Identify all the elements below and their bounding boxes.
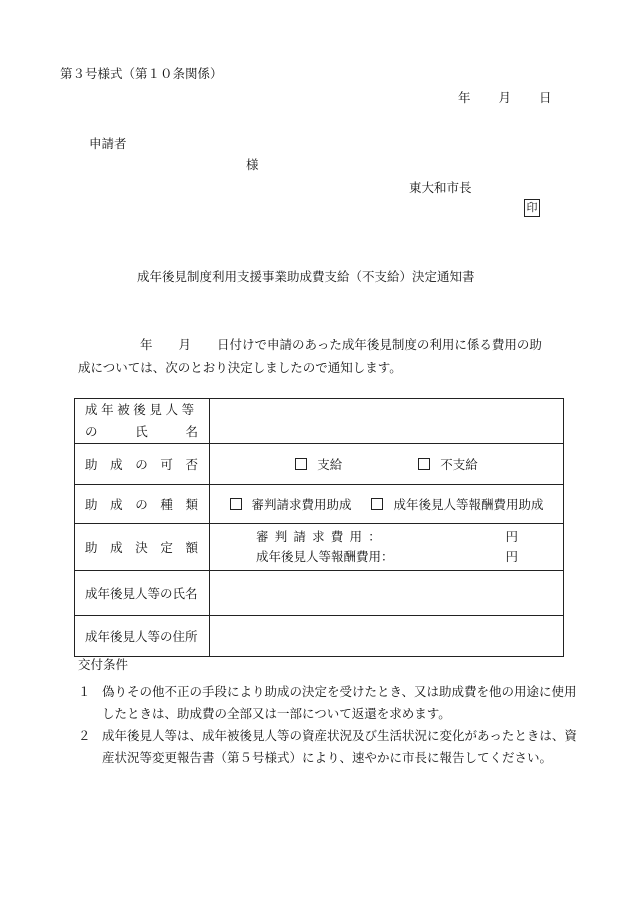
seal-mark: 印 bbox=[524, 199, 540, 217]
ward-label-part: 名 bbox=[185, 424, 198, 439]
amount-label-char: 成 bbox=[110, 540, 123, 555]
body-line2: 成については、次のとおり決定しましたので通知します。 bbox=[78, 360, 402, 375]
applicant-label: 申請者 bbox=[89, 136, 127, 151]
guardian-fee-label: 成年後見人等報酬費用： bbox=[256, 549, 394, 564]
guardian-address-field[interactable] bbox=[210, 616, 564, 657]
body-month: 月 bbox=[178, 337, 192, 352]
guardian-name-field[interactable] bbox=[210, 571, 564, 616]
condition-number: １ bbox=[78, 684, 91, 699]
guardian-name-label: 成年後見人等の氏名 bbox=[75, 571, 210, 616]
checkbox-square-icon[interactable] bbox=[371, 498, 383, 510]
checkbox-square-icon[interactable] bbox=[418, 458, 430, 470]
approval-label-char: 可 bbox=[160, 457, 173, 472]
form-id: 第３号様式（第１０条関係） bbox=[60, 66, 223, 81]
approval-label bbox=[75, 444, 210, 485]
body-line1-rest: 日付けで申請のあった成年後見制度の利用に係る費用の助 bbox=[217, 337, 542, 352]
amount-label bbox=[75, 524, 210, 571]
type-label-char: 成 bbox=[110, 497, 123, 512]
guardian-fee-line bbox=[256, 547, 518, 567]
ward-label-part: の bbox=[85, 424, 98, 439]
approval-label-char: 否 bbox=[185, 457, 198, 472]
type-label-char: の bbox=[135, 497, 148, 512]
trial-cost-line bbox=[256, 527, 518, 547]
date-day: 日 bbox=[539, 90, 552, 105]
checkbox-trial-cost[interactable] bbox=[230, 497, 352, 512]
amount-label-char: 決 bbox=[135, 540, 148, 555]
amount-label-char: 助 bbox=[85, 540, 98, 555]
body-year: 年 bbox=[140, 337, 153, 352]
condition-text: 偽りその他不正の手段により助成の決定を受けたとき、又は助成費を他の用途に使用したときは、助成費の全部又は一部について返還を求めます。 bbox=[102, 684, 577, 721]
table-row bbox=[75, 616, 564, 657]
condition-number: ２ bbox=[78, 728, 91, 743]
notice-body bbox=[78, 333, 578, 379]
approval-label-char: 助 bbox=[85, 457, 98, 472]
guardian-address-label: 成年後見人等の住所 bbox=[75, 616, 210, 657]
type-label bbox=[75, 485, 210, 524]
checkbox-nopay[interactable] bbox=[418, 457, 478, 472]
ward-name-field[interactable] bbox=[210, 399, 564, 444]
approval-label-char: の bbox=[135, 457, 148, 472]
checkbox-square-icon[interactable] bbox=[295, 458, 307, 470]
yen-unit: 円 bbox=[505, 529, 518, 544]
amount-label-char: 額 bbox=[185, 540, 198, 555]
yen-unit: 円 bbox=[505, 549, 518, 564]
honorific-sama: 様 bbox=[246, 157, 259, 172]
type-options bbox=[210, 485, 564, 524]
condition-item bbox=[78, 725, 578, 769]
table-row bbox=[75, 571, 564, 616]
date-line bbox=[458, 90, 552, 106]
checkbox-pay[interactable] bbox=[295, 457, 342, 472]
condition-item bbox=[78, 681, 578, 725]
table-row bbox=[75, 399, 564, 444]
issuer-name: 東大和市長 bbox=[409, 180, 472, 195]
amount-field[interactable] bbox=[210, 524, 564, 571]
amount-label-char: 定 bbox=[160, 540, 173, 555]
checkbox-square-icon[interactable] bbox=[230, 498, 242, 510]
document-title: 成年後見制度利用支援事業助成費支給（不支給）決定通知書 bbox=[137, 269, 475, 284]
type-label-char: 類 bbox=[185, 497, 198, 512]
ward-label-line1: 成年被後見人等 bbox=[85, 402, 198, 417]
checkbox-guardian-fee[interactable] bbox=[371, 497, 543, 512]
option-nopay-label: 不支給 bbox=[440, 457, 478, 472]
conditions-heading: 交付条件 bbox=[78, 657, 129, 672]
option-trial-cost-label: 審判請求費用助成 bbox=[251, 497, 352, 512]
date-year: 年 bbox=[458, 90, 471, 105]
table-row bbox=[75, 485, 564, 524]
approval-options bbox=[210, 444, 564, 485]
type-label-char: 助 bbox=[85, 497, 98, 512]
decision-table bbox=[74, 398, 564, 657]
option-guardian-fee-label: 成年後見人等報酬費用助成 bbox=[393, 497, 544, 512]
type-label-char: 種 bbox=[160, 497, 173, 512]
option-pay-label: 支給 bbox=[317, 457, 343, 472]
table-row bbox=[75, 524, 564, 571]
ward-label-part: 氏 bbox=[135, 424, 148, 439]
date-month: 月 bbox=[498, 90, 512, 105]
condition-text: 成年後見人等は、成年被後見人等の資産状況及び生活状況に変化があったときは、資産状況等変更報告書（第５号様式）により、速やかに市長に報告してください。 bbox=[102, 728, 577, 765]
ward-name-label bbox=[75, 399, 210, 444]
approval-label-char: 成 bbox=[110, 457, 123, 472]
table-row bbox=[75, 444, 564, 485]
trial-cost-label: 審判請求費用： bbox=[256, 529, 387, 544]
